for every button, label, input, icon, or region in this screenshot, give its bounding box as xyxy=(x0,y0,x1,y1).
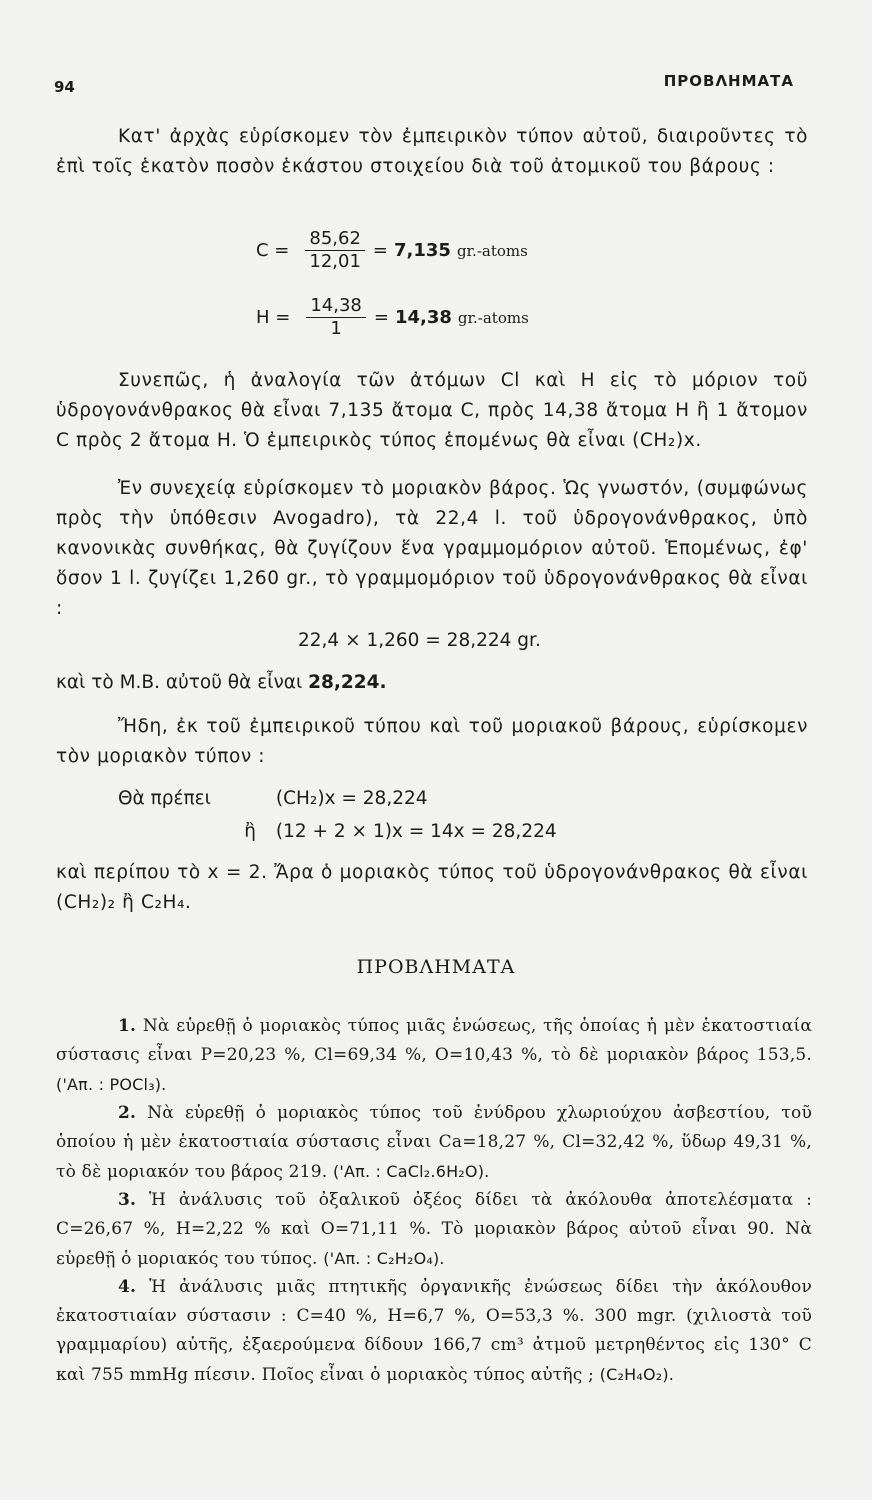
calc-hydrogen-unit: gr.-atoms xyxy=(457,308,529,327)
equation-1 xyxy=(118,788,428,809)
equation-1-label: Θὰ πρέπει xyxy=(118,788,211,809)
problem-number: 3. xyxy=(118,1190,137,1210)
equation-2 xyxy=(118,821,557,842)
calc-hydrogen-result: 14,38 xyxy=(394,307,452,328)
problem-number: 2. xyxy=(118,1103,137,1123)
equation-1-expression: (CH₂)x = 28,224 xyxy=(275,788,428,809)
calc-carbon-numerator: 85,62 xyxy=(305,228,365,251)
molar-mass-paragraph: Ἐν συνεχείᾳ εὑρίσκομεν τὸ μοριακὸν βάρος. Ὡς γνωστόν, (συμφώνως πρὸς τὴν ὑπόθεσιν Avogadro), τὰ 22,4 l. τοῦ ὑδρογονάνθρακος, ὑπὸ κανονικὰς συνθήκας, θὰ ζυγίζουν ἕνα γραμμομόριον αὐτοῦ. Ἑπομένως, ἐφ' ὅσον 1 l. ζυγίζει 1,260 gr., τὸ γραμμομόριον τοῦ ὑδρογονάνθρακος θὰ εἶναι : xyxy=(56,478,808,619)
problem-answer: ('Απ. : C₂H₂O₄). xyxy=(323,1249,445,1268)
calc-carbon-fraction xyxy=(305,228,365,273)
calc-hydrogen-lhs: H = xyxy=(256,307,291,328)
molecular-weight-text: καὶ τὸ Μ.Β. αὐτοῦ θὰ εἶναι xyxy=(56,672,303,693)
problem-answer: (C₂H₄O₂). xyxy=(599,1365,675,1384)
problem-text: Νὰ εὑρεθῇ ὁ μοριακὸς τύπος τοῦ ἐνύδρου χλωριούχου ἀσβεστίου, τοῦ ὁποίου ἡ μὲν ἑκατοστιαία σύστασις εἶναι Ca=18,27 %, Cl=32,42 %, ὕδωρ 49,31 %, τὸ δὲ μοριακόν του βάρος 219. xyxy=(56,1103,812,1182)
problem-answer: ('Απ. : POCl₃). xyxy=(56,1075,167,1094)
final-paragraph: καὶ περίπου τὸ x = 2. Ἄρα ὁ μοριακὸς τύπος τοῦ ὑδρογονάνθρακος θὰ εἶναι (CH₂)₂ ἢ C₂H₄. xyxy=(56,862,808,913)
calc-carbon-result: 7,135 xyxy=(394,240,451,261)
calc-hydrogen-numerator: 14,38 xyxy=(306,295,366,318)
calc-hydrogen-fraction xyxy=(306,295,366,340)
running-title: ΠΡΟΒΛΗΜΑΤΑ xyxy=(663,72,794,90)
calc-hydrogen-denominator: 1 xyxy=(330,318,342,339)
page-number: 94 xyxy=(54,78,75,96)
problem-item xyxy=(56,1273,812,1390)
problem-item xyxy=(56,1099,812,1187)
calc-carbon-equals: = xyxy=(372,240,388,261)
calc-hydrogen xyxy=(256,295,529,340)
problem-text: Ἡ ἀνάλυσις τοῦ ὀξαλικοῦ ὀξέος δίδει τὰ ἀκόλουθα ἀποτελέσματα : C=26,67 %, H=2,22 % καὶ O=71,11 %. Τὸ μοριακὸν βάρος αὐτοῦ εἶναι 90. Νὰ εὑρεθῇ ὁ μοριακός του τύπος. xyxy=(56,1190,813,1269)
calc-carbon-unit: gr.-atoms xyxy=(456,241,528,260)
calc-carbon-lhs: C = xyxy=(256,240,290,261)
intro-paragraph: Κατ' ἀρχὰς εὑρίσκομεν τὸν ἐμπειρικὸν τύπον αὐτοῦ, διαιροῦντες τὸ ἐπὶ τοῖς ἑκατὸν ποσὸν ἑκάστου στοιχείου διὰ τοῦ ἀτομικοῦ του βάρους : xyxy=(56,126,808,177)
formula-paragraph: Ἤδη, ἐκ τοῦ ἐμπειρικοῦ τύπου καὶ τοῦ μοριακοῦ βάρους, εὑρίσκομεν τὸν μοριακὸν τύπον : xyxy=(56,716,808,767)
problem-item xyxy=(56,1186,812,1274)
calc-carbon-denominator: 12,01 xyxy=(309,251,361,272)
problem-number: 1. xyxy=(118,1016,137,1036)
ratio-paragraph: Συνεπῶς, ἡ ἀναλογία τῶν ἀτόμων Cl καὶ H εἰς τὸ μόριον τοῦ ὑδρογονάνθρακος θὰ εἶναι 7,135 ἄτομα C, πρὸς 14,38 ἄτομα H ἢ 1 ἄτομον C πρὸς 2 ἄτομα H. Ὁ ἐμπειρικὸς τύπος ἑπομένως θὰ εἶναι (CH₂)x. xyxy=(56,370,808,451)
molecular-weight-line xyxy=(56,672,387,693)
equation-2-expression: (12 + 2 × 1)x = 14x = 28,224 xyxy=(275,821,557,842)
problem-item xyxy=(56,1012,812,1100)
calc-carbon xyxy=(256,228,528,273)
equation-2-label: ἢ xyxy=(244,821,256,842)
mass-equation: 22,4 × 1,260 = 28,224 gr. xyxy=(298,630,541,651)
molecular-weight-value: 28,224. xyxy=(308,672,387,693)
problem-text: Ἡ ἀνάλυσις μιᾶς πτητικῆς ὀργανικῆς ἐνώσεως δίδει τὴν ἀκόλουθον ἑκατοστιαίαν σύστασιν : C=40 %, H=6,7 %, O=53,3 %. 300 mgr. (χιλιοστὰ τοῦ γραμμαρίου) αὐτῆς, ἐξαερούμενα δίδουν 166,7 cm³ ἀτμοῦ μετρηθέντος εἰς 130° C καὶ 755 mmHg πίεσιν. Ποῖος εἶναι ὁ μοριακὸς τύπος αὐτῆς ; xyxy=(56,1277,813,1385)
problem-number: 4. xyxy=(118,1277,137,1297)
problems-heading: ΠΡΟΒΛΗΜΑΤΑ xyxy=(356,956,516,978)
calc-hydrogen-equals: = xyxy=(373,307,389,328)
problem-text: Νὰ εὑρεθῇ ὁ μοριακὸς τύπος μιᾶς ἐνώσεως, τῆς ὁποίας ἡ μὲν ἑκατοστιαία σύστασις εἶναι P=20,23 %, Cl=69,34 %, O=10,43 %, τὸ δὲ μοριακὸν βάρος 153,5. xyxy=(56,1016,812,1065)
problem-answer: ('Απ. : CaCl₂.6H₂O). xyxy=(332,1162,490,1181)
